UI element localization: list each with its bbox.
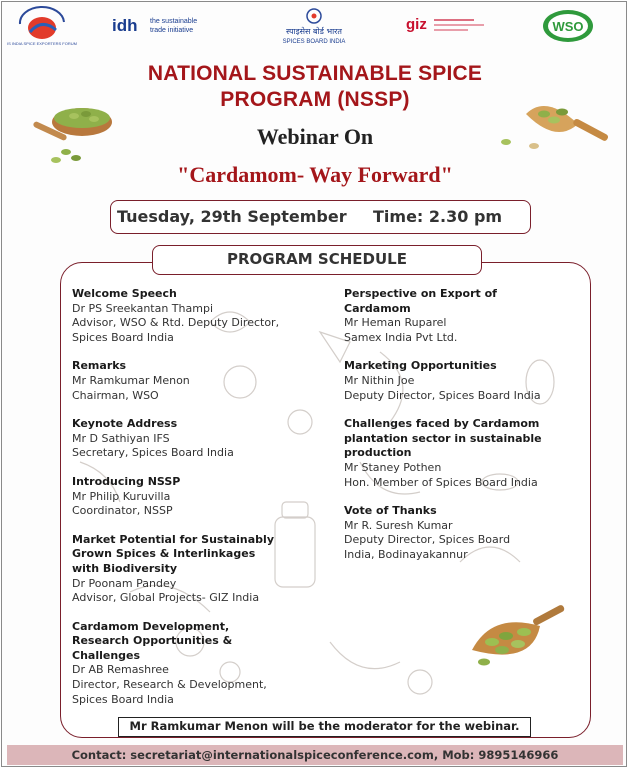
schedule-item-title: Remarks [72,359,127,373]
schedule-item-vote-of-thanks [344,504,574,562]
spice-forum-logo [7,4,77,46]
schedule-item-title: Cardamom [344,301,411,315]
schedule-item-detail: Secretary, Spices Board India [72,446,234,460]
idh-logo [112,12,222,38]
schedule-item-export-perspective [344,287,574,345]
schedule-item-speaker: Dr Poonam Pandey [72,576,177,590]
spice-forum-logo-text: IS INDIA SPICE EXPORTERS FORUM [7,41,77,46]
spices-board-logo [268,6,360,46]
schedule-item-marketing-opportunities [344,359,574,403]
schedule-item-welcome-speech [72,287,312,345]
date-time-box [110,200,531,234]
schedule-item-speaker: Mr R. Suresh Kumar [344,518,453,532]
schedule-item-title: Cardamom Development, [72,619,230,633]
schedule-item-speaker: Mr Heman Ruparel [344,316,447,330]
schedule-right-column [344,287,574,577]
idh-logo-text-1: the sustainable [150,18,198,25]
schedule-item-detail: Director, Research & Development, [72,678,267,692]
schedule-item-speaker: Mr D Sathiyan IFS [72,431,170,445]
schedule-item-speaker: Dr AB Remashree [72,663,169,677]
giz-logo-mark: giz [406,16,427,33]
schedule-item-detail: Coordinator, NSSP [72,504,173,518]
webinar-topic: "Cardamom- Way Forward" [177,162,453,187]
schedule-item-cardamom-development [72,620,312,708]
schedule-item-detail: Deputy Director, Spices Board [344,533,511,547]
schedule-item-title: Research Opportunities & [72,634,233,648]
contact-bar: Contact: secretariat@internationalspiceconference.com, Mob: 9895146966 [7,745,623,765]
logo-strip [0,0,630,48]
schedule-item-introducing-nssp [72,475,312,519]
schedule-item-plantation-challenges [344,417,574,490]
schedule-item-detail: Spices Board India [72,330,174,344]
schedule-item-title: Marketing Opportunities [344,359,497,373]
schedule-item-title: Grown Spices & Interlinkages [72,547,256,561]
schedule-item-speaker: Mr Staney Pothen [344,460,442,474]
schedule-item-detail: Spices Board India [72,692,174,706]
moderator-note: Mr Ramkumar Menon will be the moderator for the webinar. [118,717,531,737]
title-line-1: NATIONAL SUSTAINABLE SPICE [147,62,483,85]
wso-logo [540,8,596,44]
giz-logo [404,12,514,36]
schedule-item-detail: India, Bodinayakannur [344,547,468,561]
wso-logo-text: WSO [552,19,584,34]
schedule-item-detail: Hon. Member of Spices Board India [344,475,538,489]
schedule-item-title: Perspective on Export of [344,287,497,300]
schedule-item-title: Challenges faced by Cardamom [344,417,540,431]
schedule-item-title: production [344,446,412,460]
schedule-item-title: Challenges [72,648,141,662]
schedule-item-detail: Samex India Pvt Ltd. [344,330,458,344]
schedule-item-remarks [72,359,312,403]
schedule-item-market-potential [72,533,312,606]
schedule-item-title: with Biodiversity [72,561,178,575]
cardamom-pods-scoop-image [462,602,568,672]
schedule-item-title: Introducing NSSP [72,474,181,488]
schedule-item-detail: Chairman, WSO [72,388,159,402]
idh-logo-text-2: trade initiative [150,27,194,34]
schedule-item-detail: Advisor, Global Projects- GIZ India [72,591,260,605]
schedule-item-speaker: Mr Nithin Joe [344,373,415,387]
schedule-item-title: Market Potential for Sustainably [72,532,275,546]
schedule-item-title: plantation sector in sustainable [344,431,542,445]
spices-board-logo-english: SPICES BOARD INDIA [282,39,346,45]
spices-board-logo-hindi: स्पाइसेस बोर्ड भारत [285,27,343,36]
schedule-item-keynote-address [72,417,312,461]
program-schedule-header: PROGRAM SCHEDULE [152,245,482,275]
schedule-left-column [72,287,312,721]
schedule-item-speaker: Mr Ramkumar Menon [72,373,190,387]
idh-logo-mark: idh [112,16,138,35]
schedule-item-title: Vote of Thanks [344,504,437,518]
webinar-time: Time: 2.30 pm [373,207,503,226]
webinar-date: Tuesday, 29th September [117,207,347,226]
schedule-item-detail: Deputy Director, Spices Board India [344,388,541,402]
schedule-item-detail: Advisor, WSO & Rtd. Deputy Director, [72,316,280,330]
schedule-item-title: Welcome Speech [72,287,177,300]
webinar-on-heading: Webinar On [256,124,374,149]
title-line-2: PROGRAM (NSSP) [220,88,410,111]
schedule-item-title: Keynote Address [72,417,178,431]
schedule-item-speaker: Dr PS Sreekantan Thampi [72,301,213,315]
schedule-item-speaker: Mr Philip Kuruvilla [72,489,171,503]
